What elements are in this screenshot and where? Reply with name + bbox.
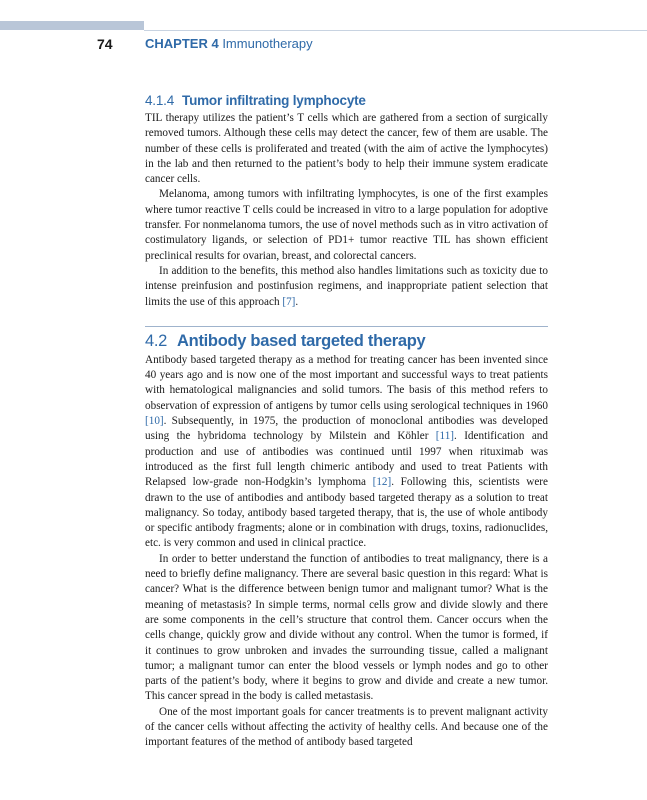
citation-link[interactable]: [10] [145, 415, 164, 428]
header-rule [144, 30, 647, 31]
section-rule [145, 326, 548, 327]
citation-link[interactable]: [12] [372, 476, 392, 489]
running-head [145, 36, 313, 51]
paragraph: Antibody based targeted therapy as a method for treating cancer has been invented since 40 years ago and is now one of the most important and successful ways to treat patients with hematological malignancies and solid tumors. The basis of this method refers to observation of expression of antigens by tumor cells using serological techniques in 1960 [10]. Subsequently, in 1975, the production of monoclonal antibodies was developed using the hybridoma technology by Milstein and Köhler [11]. Identification and production and use of antibodies was continued until 1997 when rituximab was introduced as the first full length chimeric antibody and used to treat Patients with Relapsed low-grade non-Hodgkin’s lymphoma [12]. Following this, scientists were drawn to the use of antibodies and antibody based targeted therapy as a solution to treat malignancy. So today, antibody based targeted therapy, that is, the use of whole antibody or specific antibody fragments; alone or in combination with drugs, toxins, radionuclides, etc. is very common and used in clinical practice. [145, 353, 548, 550]
page-header [0, 35, 647, 53]
section-number: 4.2 [145, 331, 168, 350]
header-accent-bar [0, 21, 144, 30]
section-heading [145, 332, 548, 351]
paragraph: TIL therapy utilizes the patient’s T cells which are gathered from a section of surgically removed tumors. Although these cells may detect the cancer, few of them are usable. The number of these cells is proliferated and treated (with the aim of active the lymphocytes) in the lab and then returned to the patient’s body to help their immune system eradicate cancer cells. [145, 112, 548, 186]
page-body [145, 93, 548, 751]
subsection-title: Tumor infiltrating lymphocyte [182, 93, 366, 108]
section-title: Antibody based targeted therapy [177, 331, 426, 350]
paragraph: One of the most important goals for cancer treatments is to prevent malignant activity of the cancer cells without affecting the activity of healthy cells. And because one of the important features of the method of antibody based targeted [145, 705, 548, 749]
chapter-title: Immunotherapy [222, 36, 313, 51]
subsection-number: 4.1.4 [145, 93, 175, 108]
chapter-label: CHAPTER 4 [145, 36, 219, 51]
paragraph: In order to better understand the function of antibodies to treat malignancy, there is a need to briefly define malignancy. There are several basic question in this regard: What is cancer? What is the difference between benign tumor and malignant tumor? What is the meaning of metastasis? In simple terms, normal cells grow and divide slowly and there are some components in the cell’s structure that control them. Cancer occurs when the cells change, quickly grow and divide without any control. When the tumor is formed, if it continues to grow unbroken and invades the surrounding tissue, called a malignant tumor; a malignant tumor can enter the blood vessels or lymph nodes and go to other parts of the patient’s body, where it begins to grow and divide and create a new tumor. This cancer spread in the body is called metastasis. [145, 552, 548, 703]
page-number: 74 [97, 36, 113, 52]
paragraph: Melanoma, among tumors with infiltrating lymphocytes, is one of the first examples where tumor reactive T cells could be increased in vitro to a large population for adoptive transfer. For nonmelanoma tumors, the use of novel methods such as in vitro activation of costimulatory ligands, or selection of PD1+ tumor reactive TIL has shown efficient preclinical results for ovarian, breast, and colorectal cancers. [145, 188, 548, 262]
citation-link[interactable]: [7] [282, 295, 296, 308]
citation-link[interactable]: [11] [435, 430, 455, 443]
paragraph: In addition to the benefits, this method also handles limitations such as toxicity due to intense preinfusion and postinfusion regimens, and inappropriate patient selection that limits the use of this approach [7]. [145, 264, 548, 308]
subsection-heading [145, 93, 548, 108]
